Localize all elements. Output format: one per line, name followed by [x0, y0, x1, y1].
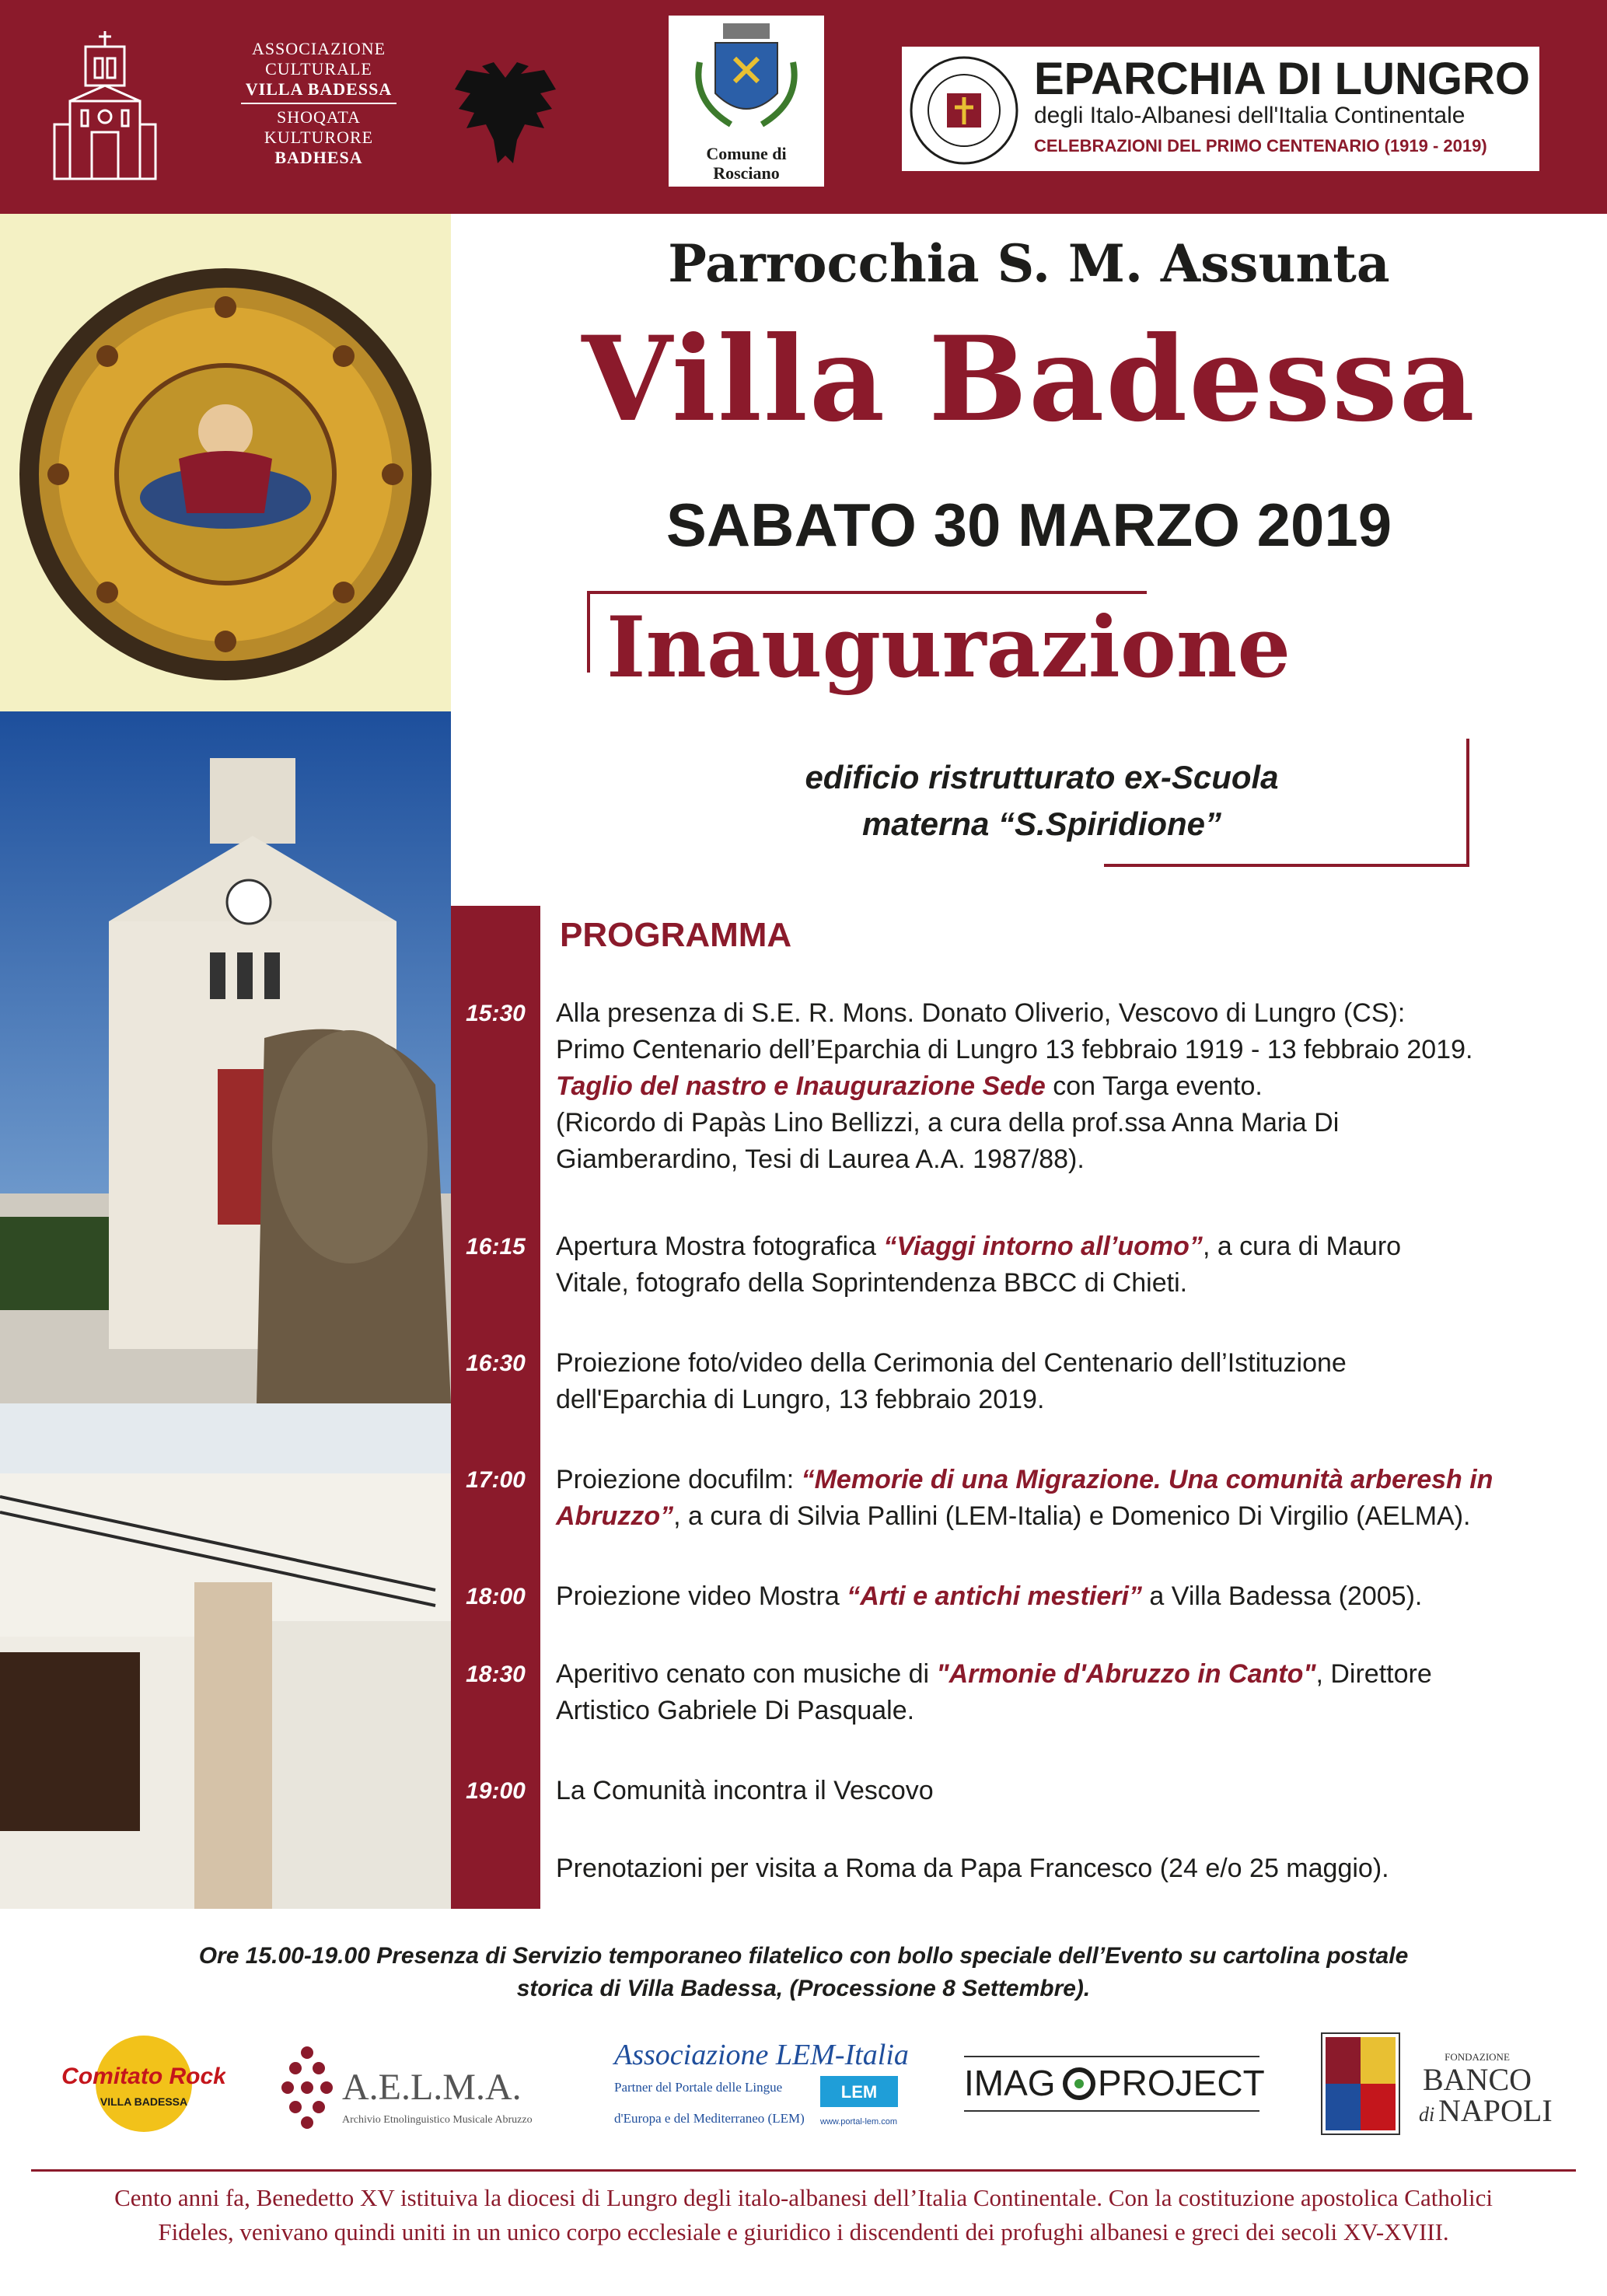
- item-line: (Ricordo di Papàs Lino Bellizzi, a cura della prof.ssa Anna Maria Di: [556, 1108, 1340, 1138]
- programme-item-1530: [556, 995, 1574, 1178]
- eparchia-seal-icon: [908, 54, 1021, 167]
- item-line: [556, 1578, 1574, 1615]
- imago-part-a: IMAG: [964, 2063, 1056, 2103]
- banco-line1: BANCO: [1422, 2062, 1532, 2097]
- programme-heading: PROGRAMMA: [560, 916, 792, 954]
- time-column: [451, 906, 540, 1909]
- item-line: [556, 1656, 1574, 1693]
- main-title: Villa Badessa: [582, 311, 1476, 448]
- coat-of-arms-icon: [669, 16, 824, 148]
- highlight-text: “Memorie di una Migrazione. Una comunità arberesh in: [801, 1465, 1493, 1494]
- building-description-line2: materna “S.Spiridione”: [861, 806, 1222, 842]
- programme-item-1900: [556, 1773, 1574, 1809]
- assoc-line1: ASSOCIAZIONE: [251, 39, 386, 58]
- item-text: Apertura Mostra fotografica: [556, 1232, 884, 1261]
- programme-item-1800: [556, 1578, 1574, 1615]
- comune-line1: Comune di: [706, 144, 787, 163]
- banco-line2: NAPOLI: [1438, 2093, 1553, 2128]
- building-description: [700, 754, 1384, 847]
- comune-line2: Rosciano: [713, 163, 780, 183]
- item-text: Proiezione video Mostra: [556, 1581, 847, 1611]
- assoc-divider: [241, 103, 397, 104]
- time-1700: 17:00: [466, 1467, 526, 1493]
- comitato-line1: Comitato Rock: [62, 2064, 225, 2089]
- item-line: La Comunità incontra il Vescovo: [556, 1776, 934, 1805]
- highlight-text: Abruzzo”: [556, 1501, 674, 1531]
- school-building-photo: [0, 1403, 451, 1909]
- lem-url: www.portal-lem.com: [820, 2117, 898, 2127]
- lem-name: Associazione LEM-Italia: [614, 2039, 909, 2071]
- eparchia-celebration: CELEBRAZIONI DEL PRIMO CENTENARIO (1919 - 2019): [1034, 136, 1487, 156]
- time-1900: 19:00: [466, 1778, 526, 1804]
- note-line: Ore 15.00-19.00 Presenza di Servizio temporaneo filatelico con bollo speciale dell’Evento su cartolina postale: [198, 1943, 1409, 1969]
- item-line: Artistico Gabriele Di Pasquale.: [556, 1696, 915, 1725]
- note-line: storica di Villa Badessa, (Processione 8 Settembre).: [516, 1976, 1091, 2001]
- item-line: Vitale, fotografo della Soprintendenza BBCC di Chieti.: [556, 1268, 1188, 1298]
- comune-label: [669, 144, 824, 183]
- item-line: Alla presenza di S.E. R. Mons. Donato Oliverio, Vescovo di Lungro (CS):: [556, 998, 1406, 1028]
- time-1630: 16:30: [466, 1351, 526, 1376]
- item-line: [556, 1068, 1574, 1105]
- assoc-line5: KULTURORE: [264, 128, 374, 147]
- parish-name: Parrocchia S. M. Assunta: [668, 233, 1390, 294]
- item-line: [556, 1228, 1574, 1265]
- item-line: Primo Centenario dell’Eparchia di Lungro 13 febbraio 1919 - 13 febbraio 2019.: [556, 1035, 1473, 1064]
- time-1615: 16:15: [466, 1234, 526, 1260]
- comitato-line2: VILLA BADESSA: [100, 2095, 188, 2108]
- assoc-line3: VILLA BADESSA: [245, 79, 393, 99]
- history-line: Cento anni fa, Benedetto XV istituiva la diocesi di Lungro degli italo-albanesi dell’Italia Continentale. Con la costituzione apostolica Catholici: [114, 2184, 1493, 2211]
- programme-item-1830: [556, 1656, 1574, 1729]
- aelma-logo: [264, 2022, 544, 2146]
- imago-project-logo: [956, 2022, 1267, 2146]
- highlight-text: “Arti e antichi mestieri”: [847, 1581, 1142, 1611]
- aelma-sub: Archivio Etnolinguistico Musicale Abruzzo: [342, 2114, 533, 2126]
- time-1800: 18:00: [466, 1584, 526, 1609]
- programme-item-1615: [556, 1228, 1574, 1302]
- lem-badge: LEM: [840, 2082, 878, 2102]
- assoc-line2: CULTURALE: [265, 59, 372, 79]
- item-text: con Targa evento.: [1045, 1071, 1263, 1101]
- assoc-line4: SHOQATA: [277, 107, 361, 127]
- item-text: a Villa Badessa (2005).: [1141, 1581, 1423, 1611]
- lem-line2: d'Europa e del Mediterraneo (LEM): [614, 2111, 805, 2126]
- highlight-text: “Viaggi intorno all’uomo”: [883, 1232, 1203, 1261]
- eparchia-subtitle: degli Italo-Albanesi dell'Italia Continentale: [1034, 103, 1466, 128]
- programme-item-1700: [556, 1462, 1574, 1535]
- assoc-name: [202, 39, 435, 168]
- dome-mosaic-image: [16, 264, 435, 684]
- aelma-name: A.E.L.M.A.: [342, 2067, 522, 2108]
- programme-item-prenotazioni: [556, 1850, 1574, 1887]
- banco-di: di: [1419, 2103, 1435, 2126]
- item-line: dell'Eparchia di Lungro, 13 febbraio 2019.: [556, 1385, 1045, 1414]
- philatelic-note: [78, 1940, 1529, 2005]
- assoc-line6: BADHESA: [274, 148, 363, 167]
- banco-pre: FONDAZIONE: [1445, 2051, 1510, 2063]
- item-line: [556, 1462, 1574, 1498]
- item-line: Giamberardino, Tesi di Laurea A.A. 1987/88).: [556, 1145, 1085, 1174]
- highlight-text: Taglio del nastro e Inaugurazione Sede: [556, 1071, 1046, 1101]
- church-photo: [0, 711, 451, 1403]
- item-text: , a cura di Silvia Pallini (LEM-Italia) e Domenico Di Virgilio (AELMA).: [673, 1501, 1471, 1531]
- item-line: Prenotazioni per visita a Roma da Papa Francesco (24 e/o 25 maggio).: [556, 1854, 1389, 1883]
- item-line: [556, 1498, 1574, 1535]
- item-text: Aperitivo cenato con musiche di: [556, 1659, 937, 1689]
- lem-italia-logo: [606, 2022, 910, 2146]
- church-outline-icon: [47, 23, 202, 187]
- eparchia-title: EPARCHIA DI LUNGRO: [1034, 54, 1530, 104]
- programme-item-1630: [556, 1345, 1574, 1418]
- time-1830: 18:30: [466, 1662, 526, 1687]
- item-text: Proiezione docufilm:: [556, 1465, 802, 1494]
- item-text: , a cura di Mauro: [1202, 1232, 1402, 1261]
- event-date: SABATO 30 MARZO 2019: [666, 491, 1392, 559]
- history-note: [70, 2181, 1537, 2249]
- highlight-text: "Armonie d'Abruzzo in Canto": [936, 1659, 1316, 1689]
- item-line: Proiezione foto/video della Cerimonia del Centenario dell’Istituzione: [556, 1348, 1347, 1378]
- item-text: , Direttore: [1315, 1659, 1432, 1689]
- time-1530: 15:30: [466, 1001, 526, 1026]
- double-headed-eagle-icon: [451, 54, 560, 171]
- footer-divider: [31, 2169, 1576, 2172]
- lem-line1: Partner del Portale delle Lingue: [614, 2080, 783, 2095]
- imago-part-b: PROJECT: [1098, 2063, 1265, 2103]
- inauguration-heading: Inaugurazione: [606, 599, 1291, 697]
- banco-napoli-logo: [1314, 2022, 1555, 2146]
- comitato-rock-logo: [62, 2022, 225, 2146]
- building-description-line1: edificio ristrutturato ex-Scuola: [805, 759, 1279, 795]
- history-line: Fideles, venivano quindi uniti in un unico corpo ecclesiale e giuridico i discendenti dei profughi albanesi e greci dei secoli XV-XVIII.: [158, 2218, 1449, 2245]
